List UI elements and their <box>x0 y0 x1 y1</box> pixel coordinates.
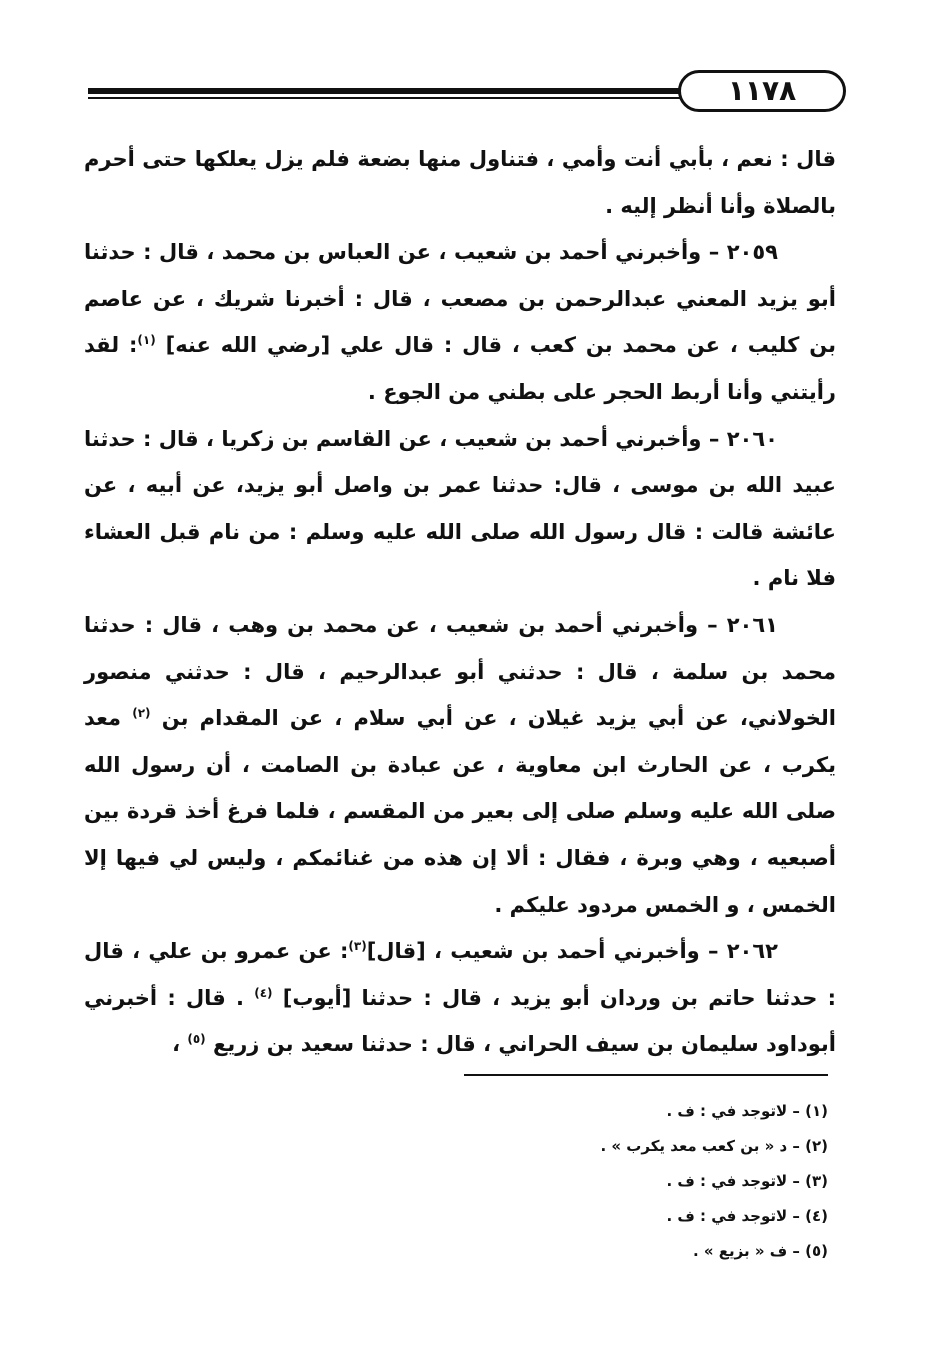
paragraph-text: : عن عمرو بن علي ، قال : حدثنا حاتم بن وردان أبو يزيد ، قال : حدثنا [أيوب] <box>84 939 837 1010</box>
hadith-2062 <box>84 928 836 1068</box>
main-text <box>84 136 836 1068</box>
footnote-ref[interactable]: (١) <box>137 333 156 348</box>
paragraph-text: ، <box>172 1032 181 1057</box>
hadith-2060 <box>84 416 836 602</box>
footnote-ref[interactable]: (٥) <box>187 1032 206 1047</box>
hadith-2061 <box>84 602 836 928</box>
footnote-4: (٤) – لاتوجد في : ف . <box>666 1207 828 1225</box>
paragraph-text: ٢٠٦١ – وأخبرني أحمد بن شعيب ، عن محمد بن وهب ، قال : حدثنا محمد بن سلمة ، قال : حدثني أبو عبدالرحيم ، قال : حدثني منصور الخولاني، عن أبي يزيد غيلان ، عن أبي سلام ، عن المقدام بن <box>84 612 837 731</box>
paragraph-continuation <box>84 136 836 229</box>
paragraph-text: معد يكرب ، عن الحارث ابن معاوية ، عن عبادة بن الصامت ، أن رسول الله صلى الله عليه وسلم صلى إلى بعير من المقسم ، فلما فرغ أخذ قردة بين أصبعيه ، وهي وبرة ، فقال : ألا إن هذه من غنائمكم ، وليس لي فيها إلا الخمس ، و الخمس مردود عليكم . <box>84 706 836 917</box>
paragraph-text: ٢٠٦٠ – وأخبرني أحمد بن شعيب ، عن القاسم بن زكريا ، قال : حدثنا عبيد الله بن موسى ، قال: حدثنا عمر بن واصل أبو يزيد، عن أبيه ، عن عائشة قالت : قال رسول الله صلى الله عليه وسلم : من نام قبل العشاء فلا نام . <box>84 426 836 591</box>
page-number-badge: ١١٧٨ <box>678 70 846 112</box>
footnote-separator <box>464 1074 828 1076</box>
footnote-ref[interactable]: (٢) <box>132 706 151 721</box>
paragraph-text: . قال : أخبرني أبوداود سليمان بن سيف الحراني ، قال : حدثنا سعيد بن زريع <box>84 985 836 1057</box>
paragraph-text: ٢٠٦٢ – وأخبرني أحمد بن شعيب ، [قال] <box>366 939 778 964</box>
page-header <box>88 70 830 112</box>
hadith-2059 <box>84 229 836 415</box>
footnote-2: (٢) – د « بن كعب معد يكرب » . <box>600 1137 828 1155</box>
paragraph-text: قال : نعم ، بأبي أنت وأمي ، فتناول منها بضعة فلم يزل يعلكها حتى أحرم بالصلاة وأنا أنظر إليه . <box>84 147 836 218</box>
paragraph-text: : لقد رأيتني وأنا أربط الحجر على بطني من الجوع . <box>84 333 836 404</box>
footnote-5: (٥) – ف « بزيع » . <box>692 1242 828 1260</box>
footnote-3: (٣) – لاتوجد في : ف . <box>666 1172 828 1190</box>
footnote-ref[interactable]: (٣) <box>348 939 367 954</box>
footnotes <box>300 1094 828 1269</box>
footnote-ref[interactable]: (٤) <box>254 985 273 1000</box>
paragraph-text: ٢٠٥٩ – وأخبرني أحمد بن شعيب ، عن العباس بن محمد ، قال : حدثنا أبو يزيد المعني عبدالرحمن بن مصعب ، قال : أخبرنا شريك ، عن عاصم بن كليب ، عن محمد بن كعب ، قال : قال علي [رضي الله عنه] <box>84 240 837 358</box>
footnote-1: (١) – لاتوجد في : ف . <box>666 1102 828 1120</box>
